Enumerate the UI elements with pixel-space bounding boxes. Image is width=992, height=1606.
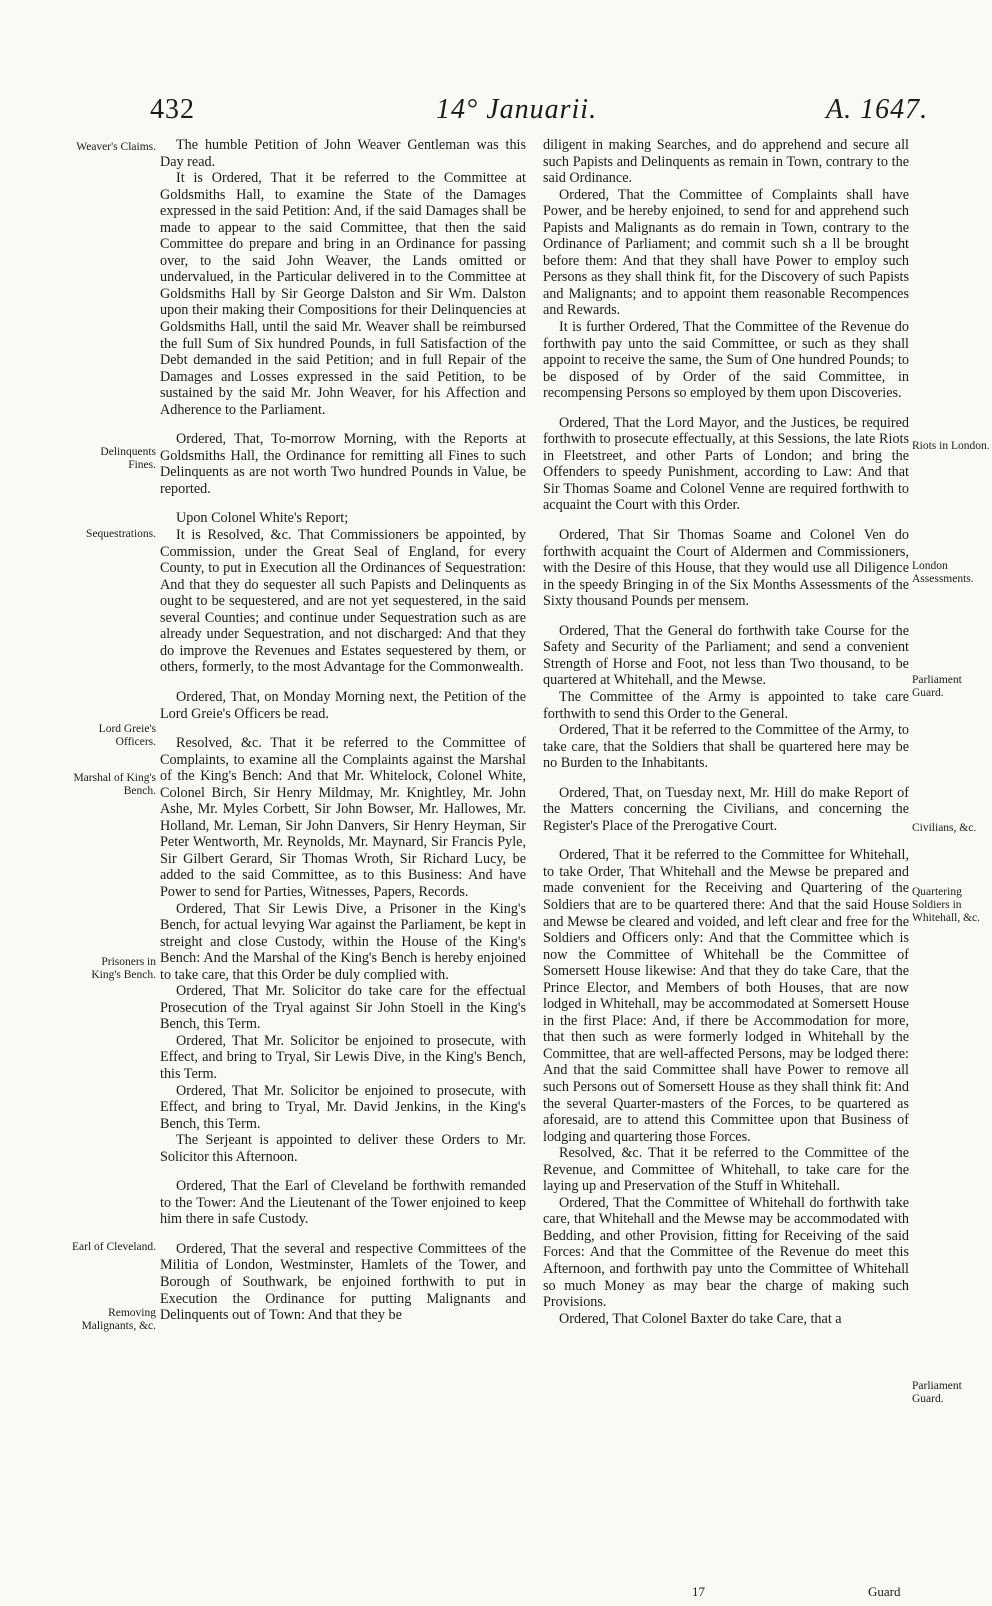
header-year: A. 1647. [826, 94, 929, 125]
paragraph: Ordered, That, on Tuesday next, Mr. Hill do make Report of the Matters concerning the Civilians, and concerning the Register's Place of the Prerogative Court. [543, 784, 909, 834]
margin-note: Earl of Cleveland. [72, 1241, 156, 1253]
paragraph: It is further Ordered, That the Committee of the Revenue do forthwith pay unto the said Committee, or such as they shall appoint to receive the same, the Sum of One hundred Pounds; to be disposed of by Order of the said Committee, in recompensing Persons so employed by them upon Discoveries. [543, 319, 909, 402]
page-number: 432 [150, 94, 195, 125]
margin-note: Parliament Guard. [912, 674, 962, 699]
paragraph: It is Ordered, That it be referred to the Committee at Goldsmiths Hall, to examine the State of the Damages expressed in the said Petition: And, if the said Damages shall be made to appear to the said Committee, that then the said Committee do prepare and bring in an Ordinance for passing over, to the said John Weaver, the Lands omitted or undervalued, in the Particular delivered in to the Committee at Goldsmiths Hall by Sir George Dalston and Sir Wm. Dalston upon their making their Compositions for their Delinquencies at Goldsmiths Hall, until the said Mr. Weaver shall be reimbursed the full Sum of Six hundred Pounds, in full Satisfaction of the Debt demanded in the said Petition; and in full Repair of the Damages and Losses expressed in the said Petition, to be sustained by the said Mr. John Weaver, for his Affection and Adherence to the Parliament. [160, 170, 526, 418]
paragraph: Ordered, That the Committee of Whitehall do forthwith take care, that Whitehall and the Mewse may be accommodated with Bedding, and other Provision, fitting for Receiving of the said Forces: And that the Committee of the Revenue do meet this Afternoon, and forthwith pay unto the Committee of Whitehall so much Money as may bear the charge of making such Provisions. [543, 1194, 909, 1311]
margin-note: Prisoners in King's Bench. [91, 956, 156, 981]
paragraph: The Serjeant is appointed to deliver these Orders to Mr. Solicitor this Afternoon. [160, 1132, 526, 1165]
page-header [0, 94, 992, 134]
paragraph: Ordered, That Sir Thomas Soame and Colonel Ven do forthwith acquaint the Court of Aldermen and Commissioners, with the Desire of this House, that they would use all Diligence in the speedy Bringing in of the Six Months Assessments of the Sixty thousand Pounds per mensem. [543, 527, 909, 610]
margin-note: Lord Greie's Officers. [98, 723, 156, 748]
signature-mark: 17 [692, 1584, 705, 1599]
margin-note: Riots in London. [912, 440, 990, 452]
paragraph: Ordered, That Colonel Baxter do take Care, that a [559, 1310, 842, 1327]
left-column [160, 137, 526, 1324]
paragraph: Ordered, That the Lord Mayor, and the Justices, be required forthwith to prosecute effectually, at this Sessions, the late Riots in Fleetstreet, and other Parts of London; and bring the Offenders to speedy Punishment, according to Law: And that Sir Thomas Soame and Colonel Venne are required forthwith to acquaint the Court with this Order. [543, 414, 909, 514]
paragraph: diligent in making Searches, and do apprehend and secure all such Papists and Delinquents as remain in Town, contrary to the said Ordinance. [543, 137, 909, 187]
margin-note: Sequestrations. [86, 528, 156, 540]
margin-note: Marshal of King's Bench. [73, 772, 156, 797]
paragraph: It is Resolved, &c. That Commissioners be appointed, by Commission, under the Great Seal of England, for every County, to put in Execution all the Ordinances of Sequestration: And that they do sequester all such Papists and Delinquents as ought to be sequestered, and are not yet sequestered, in the said several Counties; and continue under Sequestration such as are already under Sequestration, and not discharged: And that they do improve the Revenues and Estates sequestered by them, or others, formerly, to the most Advantage for the Commonwealth. [160, 527, 526, 676]
margin-note: Delinquents Fines. [100, 446, 156, 471]
paragraph: Ordered, That, To-morrow Morning, with the Reports at Goldsmiths Hall, the Ordinance for remitting all Fines to such Delinquents as are not worth Two hundred Pounds in Value, be reported. [160, 431, 526, 497]
paragraph: The humble Petition of John Weaver Gentleman was this Day read. [160, 137, 526, 170]
margin-note: London Assessments. [912, 560, 974, 585]
paragraph: Ordered, That the General do forthwith take Course for the Safety and Security of the Parliament; and send a convenient Strength of Horse and Foot, not less than Two thousand, to be quartered at Whitehall, and the Mewse. [543, 622, 909, 689]
paragraph: Resolved, &c. That it be referred to the Committee of the Revenue, and Committee of Whitehall, to take care for the laying up and Preservation of the Stuff in Whitehall. [543, 1145, 909, 1195]
margin-note: Weaver's Claims. [76, 141, 156, 153]
paragraph: Ordered, That Mr. Solicitor be enjoined to prosecute, with Effect, and bring to Tryal, Mr. David Jenkins, in the King's Bench, this Term. [160, 1082, 526, 1132]
paragraph: The Committee of the Army is appointed to take care forthwith to send this Order to the General. [543, 688, 909, 722]
catchword: Guard [868, 1584, 901, 1599]
header-date: 14° Januarii. [436, 94, 598, 125]
paragraph: Ordered, That it be referred to the Committee of the Army, to take care, that the Soldiers that shall be quartered here may be no Burden to the Inhabitants. [543, 722, 909, 772]
paragraph: Resolved, &c. That it be referred to the Committee of Complaints, to examine all the Complaints against the Marshal of the King's Bench: And that Mr. Whitelock, Colonel White, Colonel Birch, Sir Henry Mildmay, Mr. Knightley, Mr. John Ashe, Mr. Myles Corbett, Sir John Bowser, Mr. Hallowes, Mr. Holland, Mr. Leman, Sir John Danvers, Sir Henry Heyman, Sir Peter Wentworth, Mr. Reynolds, Mr. Maynard, Sir Francis Pyle, Sir Gilbert Gerard, Sir Thomas Wroth, Sir Richard Lucy, be added to the said Committee, as to this Business: And have Power to send for Parties, Witnesses, Papers, Records. [160, 735, 526, 900]
margin-note: Removing Malignants, &c. [81, 1307, 156, 1332]
right-column [543, 137, 909, 1327]
paragraph: Ordered, That Mr. Solicitor do take care for the effectual Prosecution of the Tryal against Sir John Stoell in the King's Bench, this Term. [160, 983, 526, 1033]
paragraph: Ordered, That the Committee of Complaints shall have Power, and be hereby enjoined, to send for and apprehend such Papists and Malignants as do remain in Town, contrary to the Ordinance of Parliament; and commit such sh a ll be brought before them: And that they shall have Power to employ such Persons as they shall think fit, for the Discovery of such Papists and Malignants; and to appoint them reasonable Recompences and Rewards. [543, 186, 909, 319]
paragraph: Ordered, That the several and respective Committees of the Militia of London, Westminster, Hamlets of the Tower, and Borough of Southwark, be enjoined forthwith to put in Execution the Ordinance for putting Malignants and Delinquents out of Town: And that they be [160, 1240, 526, 1324]
paragraph: Ordered, That it be referred to the Committee for Whitehall, to take Order, That Whitehall and the Mewse be prepared and made convenient for the Receiving and Quartering of the Soldiers that are to be quartered there: And that the said House and Mewse be cleared and voided, and left clear and free for the Soldiers and Officers only: And that the Committee which is now the Committee of Whitehall be the Committee of Somersett House likewise: And that they do take Care, that the Prince Elector, and Members of both Houses, that are now lodged in Whitehall, may be accommodated at Somersett House in the first Place: And, if there be Accommodation for more, that then such as were formerly lodged in Whitehall by the Committee, that are well-affected Persons, may be lodged there: And that the said Committee shall have Power to remove all such Persons out of Somersett House as they shall think fit: And the several Quarter-masters of the Forces, to be quartered as aforesaid, are to attend this Committee upon that Business of lodging and quartering those Forces. [543, 847, 909, 1145]
margin-note: Civilians, &c. [912, 822, 977, 834]
paragraph: Ordered, That Mr. Solicitor be enjoined to prosecute, with Effect, and bring to Tryal, Sir Lewis Dive, in the King's Bench, this Term. [160, 1032, 526, 1082]
margin-note: Parliament Guard. [912, 1380, 962, 1405]
paragraph: Ordered, That Sir Lewis Dive, a Prisoner in the King's Bench, for actual levying War against the Parliament, be kept in streight and close Custody, within the House of the King's Bench: And the Marshal of the King's Bench is hereby enjoined to take care, that this Order be duly complied with. [160, 900, 526, 983]
margin-note: Quartering Soldiers in Whitehall, &c. [912, 886, 981, 924]
paragraph: Ordered, That, on Monday Morning next, the Petition of the Lord Greie's Officers be read. [160, 688, 526, 722]
paragraph: Ordered, That the Earl of Cleveland be forthwith remanded to the Tower: And the Lieutenant of the Tower enjoined to keep him there in safe Custody. [160, 1178, 526, 1228]
paragraph: Upon Colonel White's Report; [176, 510, 349, 527]
